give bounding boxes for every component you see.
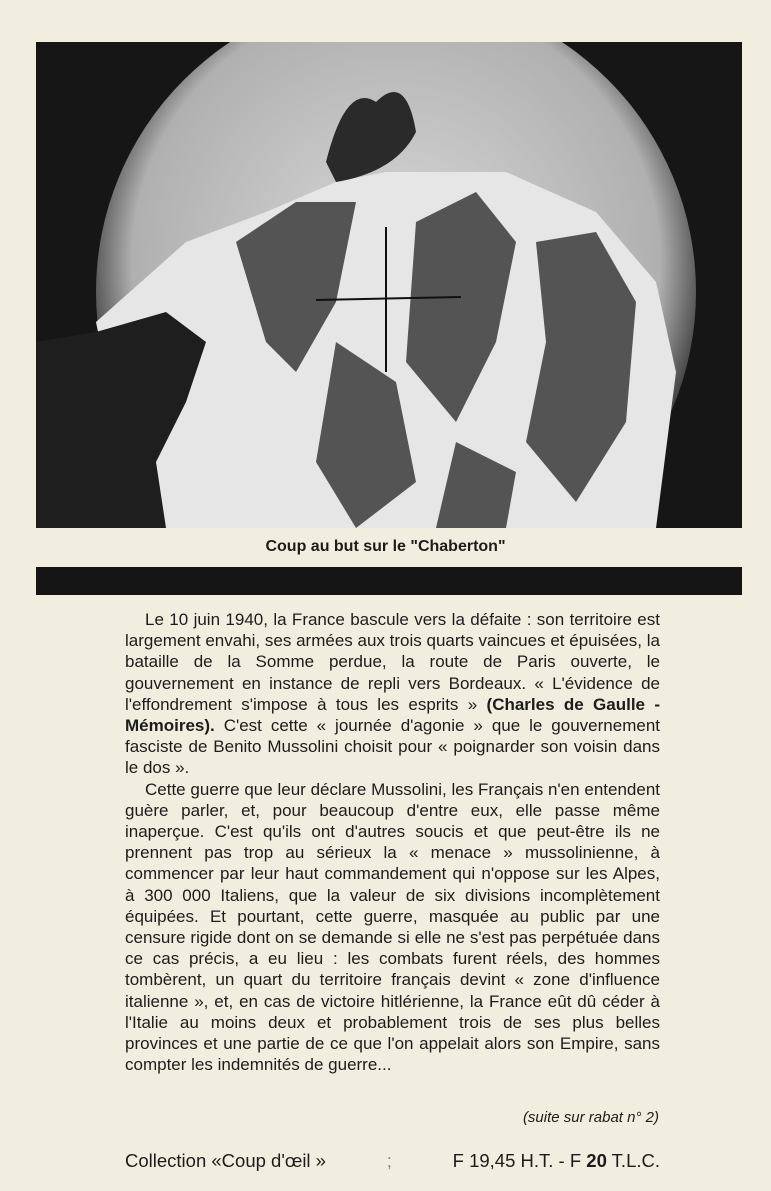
footer bbox=[125, 1150, 660, 1172]
continuation-note: (suite sur rabat n° 2) bbox=[522, 1109, 659, 1126]
divider-bar bbox=[36, 567, 742, 595]
price-ttc-value: 20 bbox=[586, 1150, 607, 1171]
paragraph-text: Cette guerre que leur déclare Mussolini, les Français n'en entendent guère parler, et, pour beaucoup d'entre eux, elle passe même inaperçue. C'est qu'ils ont d'autres soucis et que peut-être ils ne prennent pas trop au sérieux la « menace » mussolinienne, à commencer par leur haut commandement qui n'oppose sur les Alpes, à 300 000 Italiens, que la valeur de six divisions incomplètement équipées. Et pourtant, cette guerre, masquée au public par une censure rigide dont on se demande si elle ne s'est pas perpétuée dans ce cas précis, a eu lieu : les combats furent réels, des hommes tombèrent, un quart du territoire français devint « zone d'influence italienne », et, en cas de victoire hitlérienne, la France eût dû céder à l'Italie au moins deux et probablement trois de ses plus belles provinces et une partie de ce que l'on appelait alors son Empire, sans compter les indemnités de guerre... bbox=[125, 779, 660, 1075]
paragraph-text: C'est cette « journée d'agonie » que le gouvernement fasciste de Benito Mussolini choisit pour « poignarder son voisin dans le dos ». bbox=[125, 716, 660, 778]
citation: (Charles de Gaulle - Mémoires). bbox=[125, 694, 660, 736]
mountain-photo bbox=[36, 42, 742, 528]
photo-caption: Coup au but sur le "Chaberton" bbox=[265, 538, 506, 555]
collection-name: Collection «Coup d'œil » bbox=[125, 1150, 326, 1171]
price bbox=[453, 1150, 660, 1172]
price-ttc-label: T.L.C. bbox=[606, 1150, 660, 1171]
paragraph-text: Le 10 juin 1940, la France bascule vers la défaite : son territoire est largement envahi, ses armées aux trois quarts vaincues et épuisées, la bataille de la Somme perdue, la route de Paris ouverte, le gouvernement en instance de repli vers Bordeaux. « L'évidence de l'effondrement s'impose à tous les esprits » bbox=[125, 610, 660, 714]
price-ht: F 19,45 H.T. - F bbox=[452, 1150, 587, 1171]
separator: ; bbox=[386, 1150, 392, 1171]
body-text bbox=[125, 609, 660, 1075]
paragraph bbox=[125, 779, 660, 1076]
paragraph bbox=[125, 609, 660, 779]
